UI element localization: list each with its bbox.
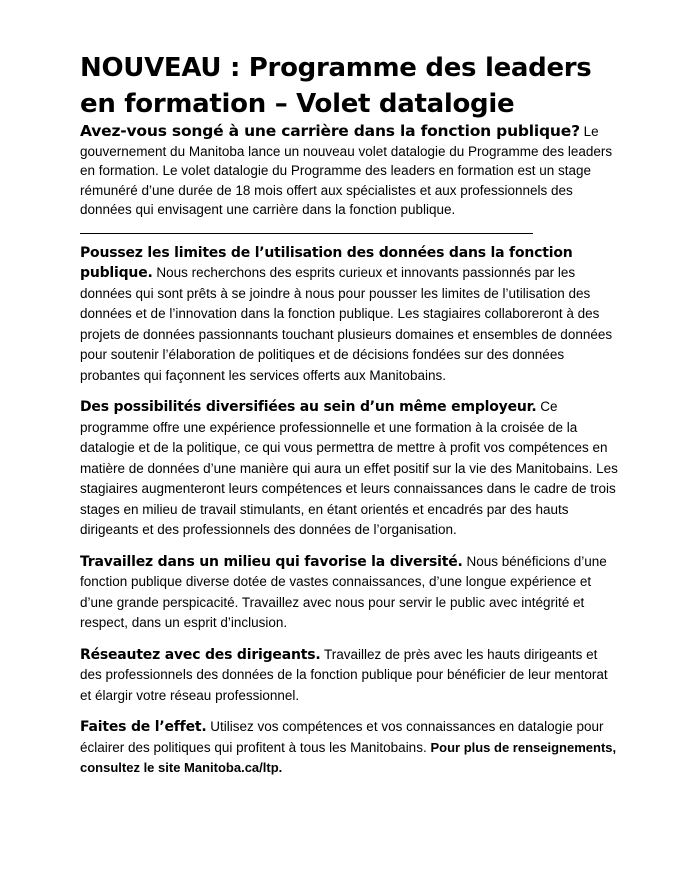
section-heading: Poussez les limites de l’utilisation des données dans la fonction publique.	[80, 244, 573, 281]
intro-question: Avez-vous songé à une carrière dans la fonction publique?	[80, 122, 580, 140]
section-heading: Réseautez avec des dirigeants.	[80, 646, 321, 663]
document-page	[80, 50, 620, 790]
horizontal-divider	[80, 233, 533, 234]
section-diversity	[80, 552, 620, 634]
section-push-limits	[80, 243, 620, 387]
intro-paragraph	[80, 122, 620, 220]
section-heading: Des possibilités diversifiées au sein d’un même employeur.	[80, 399, 537, 415]
section-make-impact	[80, 717, 620, 779]
page-title: NOUVEAU : Programme des leaders en formation – Volet datalogie	[80, 53, 592, 119]
section-heading: Faites de l’effet.	[80, 719, 207, 735]
section-body: Utilisez vos compétences et vos connaissances en datalogie pour éclairer des politiques qui profitent à tous les Manitobains.	[80, 719, 604, 755]
section-heading: Travaillez dans un milieu qui favorise la diversité.	[80, 553, 463, 570]
intro-text: Le gouvernement du Manitoba lance un nouveau volet datalogie du Programme des leaders en formation. Le volet datalogie du Programme des leaders en formation est un stage rémunéré d’une durée de 18 mois offert aux spécialistes et aux professionnels des données qui envisagent une carrière dans la fonction publique.	[80, 124, 613, 217]
section-diverse-opportunities	[80, 397, 620, 541]
section-body: Travaillez de près avec les hauts dirigeants et des professionnels des données de la fonction publique pour bénéficier de leur mentorat et élargir votre réseau professionnel.	[80, 646, 608, 703]
contact-info: Pour plus de renseignements, consultez le site Manitoba.ca/ltp.	[80, 739, 617, 775]
section-networking	[80, 645, 620, 707]
section-body: Nous recherchons des esprits curieux et innovants passionnés par les données qui sont prêts à se joindre à nous pour pousser les limites de l’utilisation des données et de l’innovation dans la fonction publique. Les stagiaires collaboreront à des projets de données passionnants touchant plusieurs domaines et ensembles de données pour soutenir l’élaboration de politiques et de décisions fondées sur des données probantes qui façonnent les services offerts aux Manitobains.	[80, 265, 613, 383]
section-body: Ce programme offre une expérience professionnelle et une formation à la croisée de la datalogie et de la politique, ce qui vous permettra de mettre à profit vos compétences en matière de données d’une manière qui aura un effet positif sur la vie des Manitobains. Les stagiaires augmenteront leurs compétences et leurs connaissances dans le cadre de trois stages en milieu de travail stimulants, en étant orientés et encadrés par des hauts dirigeants et des professionnels des données de l’organisation.	[80, 399, 618, 537]
section-body: Nous bénéficions d’une fonction publique diverse dotée de vastes connaissances, d’une longue expérience et d’une grande perspicacité. Travaillez avec nous pour servir le public avec intégrité et respect, dans un esprit d’inclusion.	[80, 553, 607, 630]
